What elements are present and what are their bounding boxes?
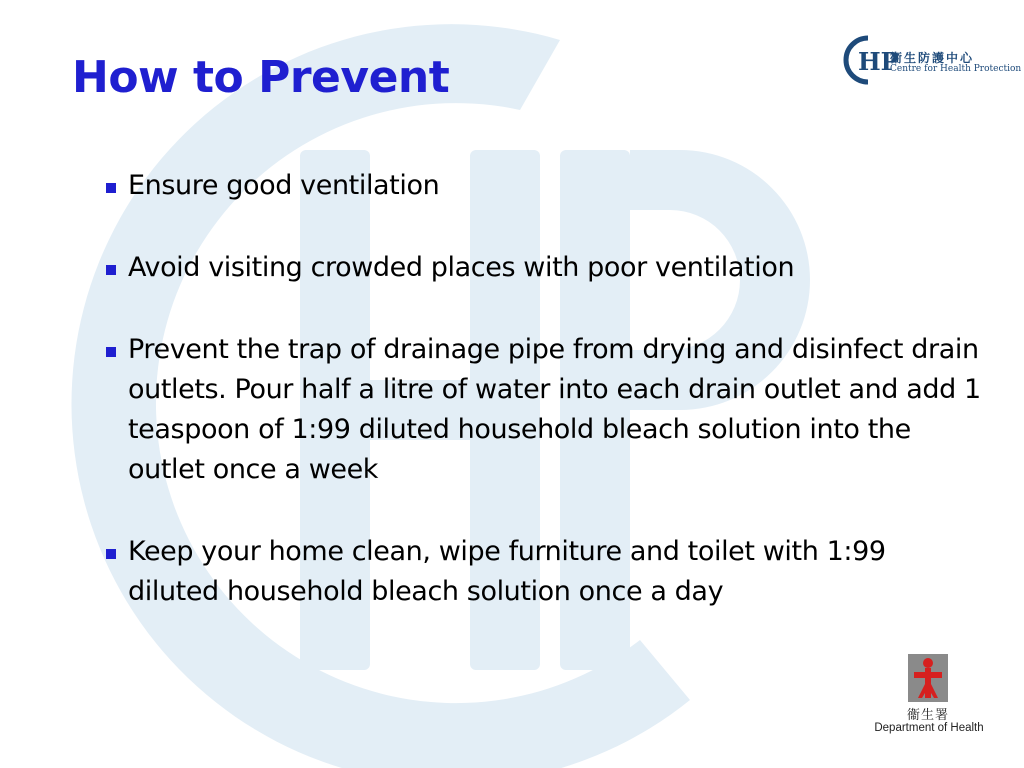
bullet-text: Ensure good ventilation	[128, 170, 440, 201]
bullet-item	[104, 330, 984, 490]
svg-text:HP: HP	[858, 47, 899, 76]
doh-name-chinese: 衞生署	[906, 708, 949, 723]
bullet-text: Keep your home clean, wipe furniture and toilet with 1:99 diluted household bleach solution once a day	[128, 536, 886, 607]
bullet-text: Avoid visiting crowded places with poor ventilation	[128, 252, 795, 283]
chp-name-chinese: 衞生防護中心	[890, 51, 975, 65]
bullet-square-icon	[106, 265, 116, 275]
doh-name-english: Department of Health	[874, 722, 984, 734]
bullet-item	[104, 532, 984, 612]
slide-title: How to Prevent	[72, 52, 450, 103]
bullet-item	[104, 248, 984, 288]
bullet-square-icon	[106, 549, 116, 559]
bullet-list	[104, 166, 984, 654]
bullet-square-icon	[106, 183, 116, 193]
bullet-square-icon	[106, 347, 116, 357]
bullet-text: Prevent the trap of drainage pipe from drying and disinfect drain outlets. Pour half a litre of water into each drain outlet and add 1 teaspoon of 1:99 diluted household bleach solution into the outlet once a week	[128, 334, 981, 485]
chp-name-english: Centre for Health Protection	[890, 64, 1022, 74]
doh-logo-symbol	[908, 654, 948, 702]
bullet-item	[104, 166, 984, 206]
